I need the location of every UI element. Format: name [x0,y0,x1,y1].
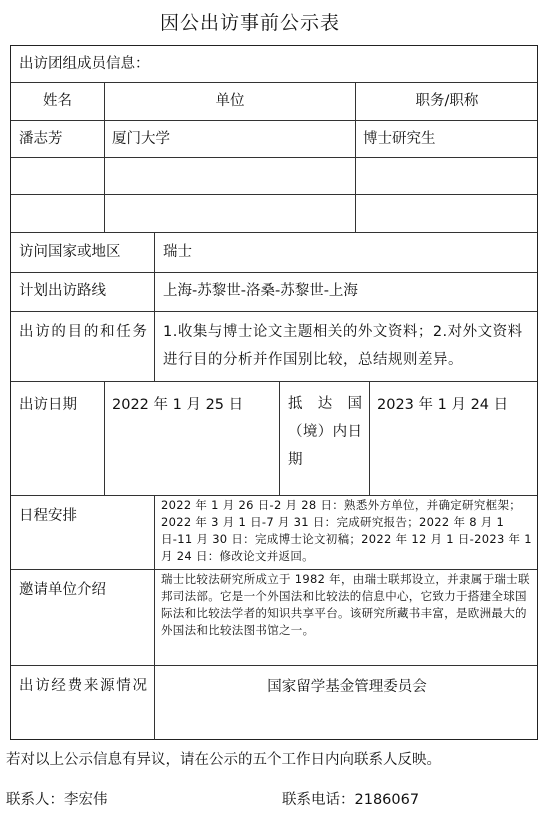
funding-label: 出访经费来源情况 [19,678,147,694]
route-value: 上海-苏黎世-洛桑-苏黎世-上海 [163,283,358,299]
arrive-date-value: 2023 年 1 月 24 日 [377,397,509,413]
disclosure-table [10,45,538,740]
schedule-value: 2022 年 1 月 26 日-2 月 28 日：熟悉外方单位，并确定研究框架；2022 年 3 月 1 日-7 月 31 日：完成研究报告；2022 年 8 月 1 日-11 月 30 日：完成博士论文初稿；2022 年 12 月 1 日-2023 年 1 月 24 日：修改论文并返回。 [161,498,532,563]
inviter-value: 瑞士比较法研究所成立于 1982 年，由瑞士联邦设立，并隶属于瑞士联邦司法部。它是一个外国法和比较法的信息中心，它致力于搭建全球国际法和比较法学者的知识共享平台。该研究所藏书丰富，是欧洲最大的外国法和比较法图书馆之一。 [161,572,530,637]
depart-date-value: 2022 年 1 月 25 日 [112,397,244,413]
country-label: 访问国家或地区 [19,244,121,260]
route-label: 计划出访路线 [19,283,106,299]
members-header: 出访团组成员信息： [19,56,150,72]
contact-person: 联系人：李宏伟 [6,792,108,808]
country-value: 瑞士 [163,244,192,260]
purpose-label: 出访的目的和任务 [19,324,147,340]
member-name: 潘志芳 [19,131,63,147]
arrive-date-label: 抵达国（境）内日期 [288,396,362,468]
funding-value: 国家留学基金管理委员会 [267,679,427,695]
page-title: 因公出访事前公示表 [159,12,340,34]
purpose-value: 1.收集与博士论文主题相关的外文资料；2.对外文资料进行目的分析并作国别比较，总结规则差异。 [163,324,523,368]
column-header-unit: 单位 [215,93,245,109]
inviter-label: 邀请单位介绍 [19,582,106,598]
member-unit: 厦门大学 [112,131,170,147]
column-header-name: 姓名 [43,93,72,109]
objection-notice: 若对以上公示信息有异议，请在公示的五个工作日内向联系人反映。 [6,752,441,768]
depart-date-label: 出访日期 [19,397,77,413]
member-position: 博士研究生 [363,131,436,147]
contact-phone: 联系电话：2186067 [282,792,420,808]
schedule-label: 日程安排 [19,508,77,524]
column-header-position: 职务/职称 [415,93,479,109]
